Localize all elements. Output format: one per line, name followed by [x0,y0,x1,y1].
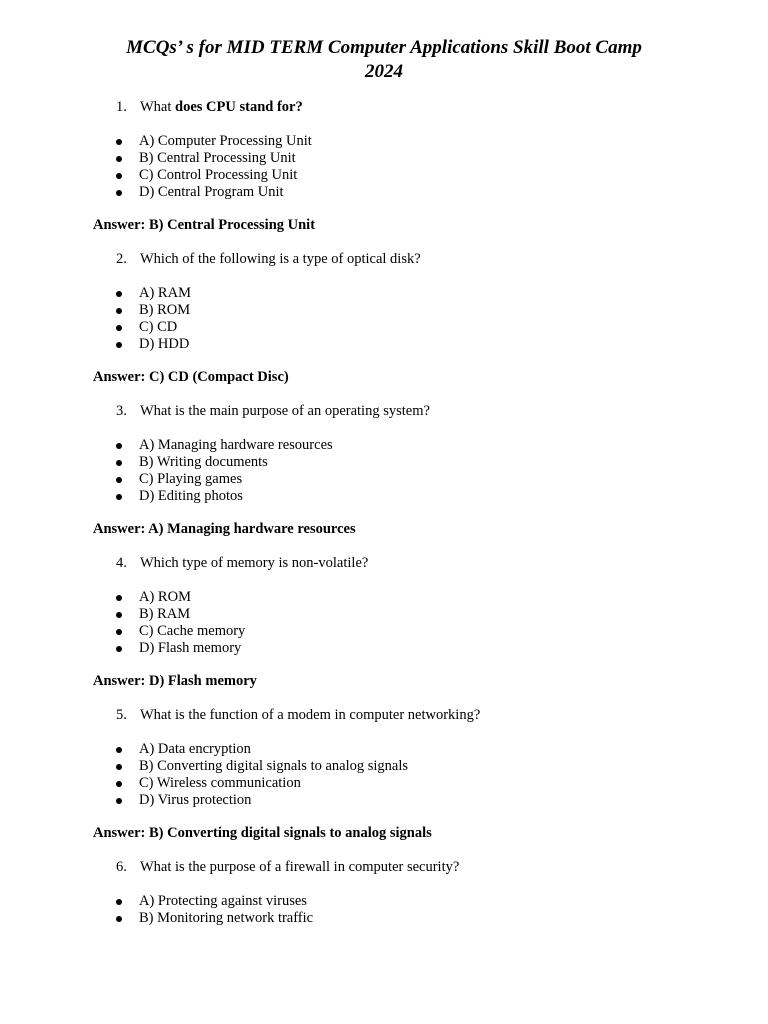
question-text [116,707,480,724]
question-number: 1. [116,99,127,115]
answer-option: D) HDD [139,336,190,352]
bullet-icon [116,291,122,297]
question-body: Which type of memory is non-volatile? [140,555,369,571]
question-text [116,859,459,876]
question-text [116,251,421,268]
bullet-icon [116,190,122,196]
question-body: What is the purpose of a firewall in computer security? [140,859,460,875]
answer-option: C) Cache memory [139,623,246,639]
question-text [116,403,430,420]
answer-option: A) ROM [139,589,191,605]
answer-option: C) Control Processing Unit [139,167,298,183]
answer-option: A) RAM [139,285,191,301]
bullet-icon [116,899,122,905]
answer-option: A) Protecting against viruses [139,893,307,909]
bullet-icon [116,308,122,314]
bullet-icon [116,595,122,601]
answer-option: B) RAM [139,606,191,622]
answer-option: A) Computer Processing Unit [139,133,312,149]
page-title: MCQs’ s for MID TERM Computer Applications Skill Boot Camp [126,37,642,58]
correct-answer: Answer: B) Central Processing Unit [93,217,316,233]
answer-option: C) CD [139,319,178,335]
bullet-icon [116,156,122,162]
page-title-year: 2024 [365,61,403,82]
answer-option: D) Editing photos [139,488,243,504]
question-body: What is the main purpose of an operating system? [140,403,430,419]
question-body-bold: does CPU stand for? [175,99,303,115]
question-text [116,99,303,116]
bullet-icon [116,747,122,753]
bullet-icon [116,173,122,179]
correct-answer: Answer: C) CD (Compact Disc) [93,369,289,385]
bullet-icon [116,646,122,652]
answer-option: D) Central Program Unit [139,184,284,200]
bullet-icon [116,477,122,483]
correct-answer: Answer: B) Converting digital signals to analog signals [93,825,432,841]
question-body: Which of the following is a type of optical disk? [140,251,421,267]
question-number: 6. [116,859,127,875]
answer-option: D) Virus protection [139,792,252,808]
correct-answer: Answer: A) Managing hardware resources [93,521,356,537]
bullet-icon [116,443,122,449]
bullet-icon [116,612,122,618]
answer-option: B) Writing documents [139,454,268,470]
answer-option: B) ROM [139,302,191,318]
question-number: 4. [116,555,127,571]
bullet-icon [116,460,122,466]
bullet-icon [116,798,122,804]
question-number: 3. [116,403,127,419]
question-number: 5. [116,707,127,723]
bullet-icon [116,325,122,331]
answer-option: A) Managing hardware resources [139,437,333,453]
answer-option: B) Central Processing Unit [139,150,296,166]
question-body: What is the function of a modem in computer networking? [140,707,481,723]
answer-option: C) Wireless communication [139,775,301,791]
bullet-icon [116,139,122,145]
bullet-icon [116,764,122,770]
bullet-icon [116,494,122,500]
question-number: 2. [116,251,127,267]
answer-option: B) Converting digital signals to analog signals [139,758,409,774]
answer-option: C) Playing games [139,471,243,487]
answer-option: D) Flash memory [139,640,242,656]
answer-option: A) Data encryption [139,741,251,757]
correct-answer: Answer: D) Flash memory [93,673,257,689]
answer-option: B) Monitoring network traffic [139,910,314,926]
question-body: What [140,99,176,115]
question-text [116,555,368,572]
bullet-icon [116,629,122,635]
bullet-icon [116,916,122,922]
bullet-icon [116,781,122,787]
bullet-icon [116,342,122,348]
